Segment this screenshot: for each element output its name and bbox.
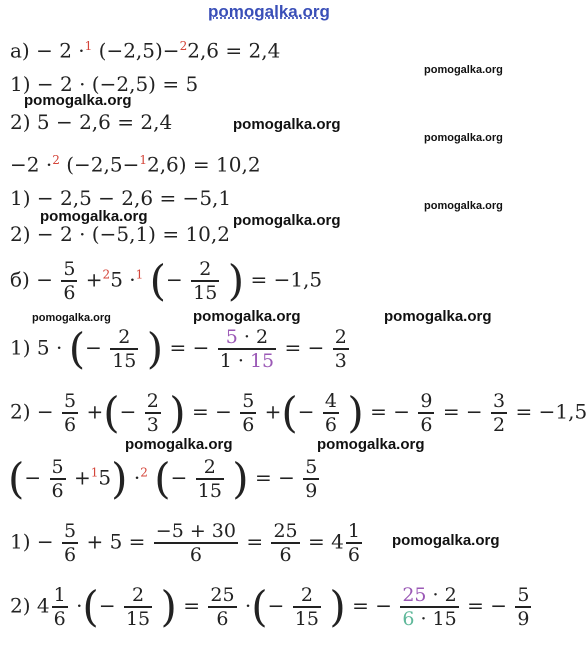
fraction: $\frac{5 \cdot 2}{1 \cdot 15}$ [219,326,275,372]
part-b-expression: б) − $\frac{5}{6}$ +$^2$5 ·$^1$ (− $\frac{2}{15}$ ) = −1,5 [10,255,323,305]
fraction: $\frac{3}{2}$ [493,390,506,436]
part-a-step-3: 1) − 2,5 − 2,6 = −5,1 [10,186,232,210]
fraction: $\frac{2}{3}$ [146,390,159,436]
fraction: $\frac{-5 + 30}{6}$ [155,520,236,566]
fraction: $\frac{25 \cdot 2}{6 \cdot 15}$ [402,584,457,630]
watermark: pomogalka.org [384,308,492,325]
fraction: $\frac{5}{6}$ [63,258,76,304]
fraction: $\frac{2}{15}$ [125,584,151,630]
fraction: $\frac{5}{6}$ [64,390,77,436]
part-a-step-4: 2) − 2 · (−5,1) = 10,2 [10,222,230,246]
watermark: pomogalka.org [424,200,503,212]
site-watermark-top[interactable]: pomogalka.org [208,2,330,21]
part-a-expression: а) − 2 ·$^1$ (−2,5)−$^2$2,6 = 2,4 [10,38,281,63]
part-a-step-1: 1) − 2 · (−2,5) = 5 [10,72,199,96]
watermark: pomogalka.org [233,212,341,229]
fraction: $\frac{5}{9}$ [305,456,318,502]
fraction: $\frac{1}{6}$ [53,584,66,630]
watermark: pomogalka.org [24,92,132,109]
watermark: pomogalka.org [125,436,233,453]
watermark: pomogalka.org [40,208,148,225]
part-b-step-2: 2) − $\frac{5}{6}$ +(− $\frac{2}{3}$ ) = − $\frac{5}{6}$ +(− $\frac{4}{6}$ ) = − $\frac{9}{6}$ = − $\frac{3}{2}$ = −1,5 [10,387,587,437]
fraction: $\frac{2}{15}$ [112,326,137,372]
watermark: pomogalka.org [424,64,503,76]
fraction: $\frac{2}{15}$ [193,258,218,304]
watermark: pomogalka.org [193,308,301,325]
fraction: $\frac{9}{6}$ [420,390,433,436]
part-a-expression-2: −2 ·$^2$ (−2,5−$^1$2,6) = 10,2 [10,152,261,177]
fraction: $\frac{1}{6}$ [347,520,360,566]
fraction: $\frac{2}{15}$ [197,456,222,502]
fraction: $\frac{2}{15}$ [294,584,319,630]
fraction: $\frac{5}{6}$ [242,390,255,436]
part-a-step-2: 2) 5 − 2,6 = 2,4 [10,110,173,134]
watermark: pomogalka.org [317,436,425,453]
part-c-step-1: 1) − $\frac{5}{6}$ + 5 = $\frac{-5 + 30}{6}$ = $\frac{25}{6}$ = 4 $\frac{1}{6}$ [10,520,360,566]
fraction: $\frac{25}{6}$ [210,584,235,630]
fraction: $\frac{5}{6}$ [64,520,77,566]
watermark: pomogalka.org [424,132,503,144]
fraction: $\frac{5}{9}$ [517,584,530,630]
watermark: pomogalka.org [32,312,111,324]
part-c-step-2: 2) 4 $\frac{1}{6}$ ·(− $\frac{2}{15}$ ) = $\frac{25}{6}$ ·(− $\frac{2}{15}$ ) = − $\frac{25 \cdot 2}{6 \cdot 15}$ = − $\frac{5}{9}$ [10,581,530,631]
fraction: $\frac{25}{6}$ [273,520,298,566]
part-c-expression: (− $\frac{5}{6}$ +$^1$5) ·$^2$ (− $\frac{2}{15}$ ) = − $\frac{5}{9}$ [8,453,318,503]
fraction: $\frac{2}{3}$ [334,326,347,372]
watermark: pomogalka.org [233,116,341,133]
watermark: pomogalka.org [392,532,500,549]
part-b-step-1: 1) 5 · (− $\frac{2}{15}$ ) = − $\frac{5 \cdot 2}{1 \cdot 15}$ = − $\frac{2}{3}$ [10,323,347,373]
fraction: $\frac{5}{6}$ [51,456,64,502]
fraction: $\frac{4}{6}$ [324,390,338,436]
